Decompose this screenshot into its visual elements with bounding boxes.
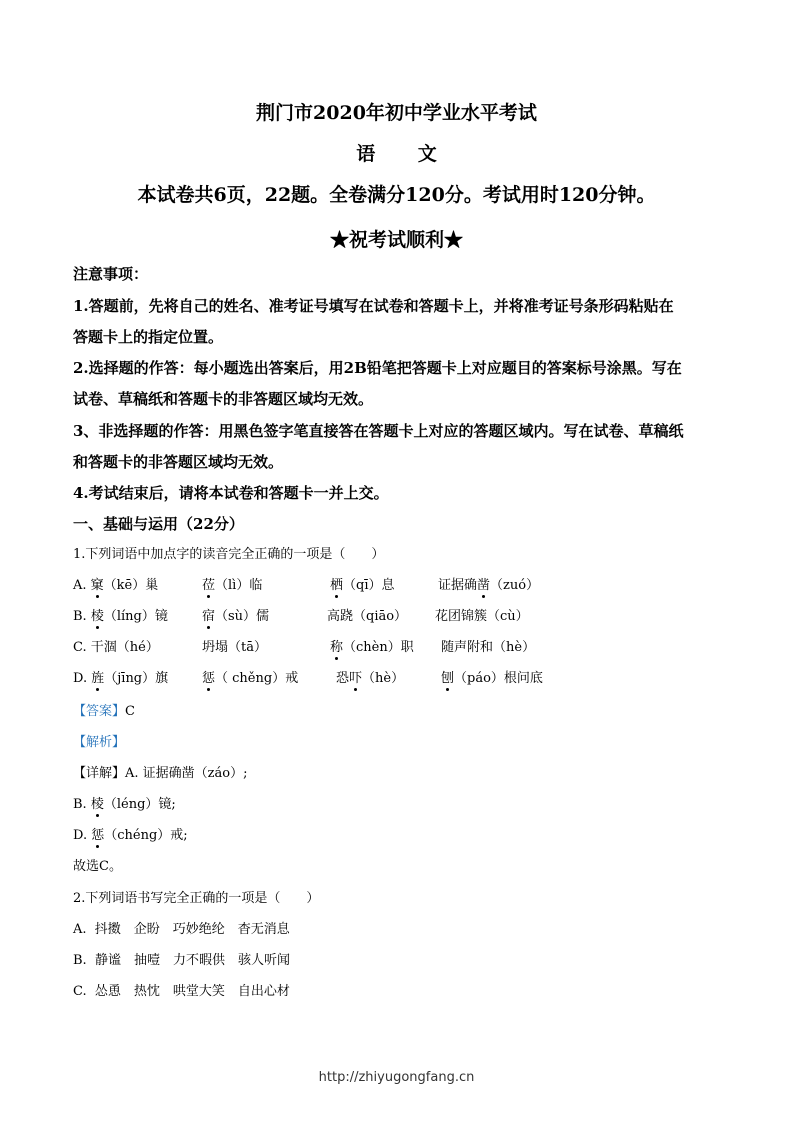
q1-option-c-word-4: 随声附和（hè）	[441, 640, 536, 655]
dotted-char: 棱	[90, 609, 104, 624]
q1-option-a-word-4	[438, 577, 539, 595]
q1-option-c: C. 干涸（hé）	[73, 640, 159, 655]
option-text: （ chěng）戒	[215, 671, 299, 686]
q1-option-b-word-4: 花团锦簇（cù）	[435, 609, 529, 624]
footer-url: http://zhiyugongfang.cn	[318, 1070, 475, 1085]
notice-item-1-line-2: 答题卡上的指定位置。	[73, 328, 224, 346]
q1-option-b-word-2	[202, 608, 269, 626]
option-text: （jīng）旗	[104, 671, 169, 686]
option-text: （zuó）	[490, 578, 540, 593]
q2-option-c: C. 怂恿 热忱 哄堂大笑 自出心材	[73, 984, 290, 999]
section-heading: 一、基础与运用（22分）	[73, 515, 244, 533]
option-text: （páo）根问底	[454, 671, 543, 686]
option-text: （sù）儒	[215, 609, 270, 624]
q1-option-c-word-3	[330, 639, 414, 657]
detail-line-2	[73, 796, 733, 814]
dotted-char: 旌	[91, 671, 105, 686]
option-text: （chèn）职	[343, 640, 414, 655]
detail-text: （chéng）戒;	[104, 828, 188, 843]
option-text: （hè）	[362, 671, 405, 686]
subject-title: 语 文	[356, 143, 455, 165]
dotted-char: 凿	[477, 578, 491, 593]
detail-prefix: D.	[73, 828, 92, 843]
dotted-char: 莅	[202, 578, 216, 593]
detail-line-1	[73, 765, 733, 783]
answer-value: C	[125, 704, 135, 719]
option-letter: B.	[73, 609, 91, 624]
dotted-char: 惩	[91, 828, 105, 843]
notice-heading: 注意事项：	[73, 265, 149, 283]
q1-option-c-word-2: 坍塌（tā）	[202, 640, 267, 655]
dotted-char: 窠	[90, 578, 104, 593]
option-text: （líng）镜	[103, 609, 168, 624]
option-text: （kē）巢	[103, 578, 159, 593]
q1-option-d	[73, 670, 168, 688]
q1-option-b-word-3: 高跷（qiāo）	[327, 609, 408, 624]
dotted-char: 棱	[90, 797, 104, 812]
q1-option-a	[73, 577, 158, 595]
detail-line-3	[73, 827, 733, 845]
dotted-char: 宿	[202, 609, 216, 624]
notice-item-1-line-1: 1.答题前，先将自己的姓名、准考证号填写在试卷和答题卡上，并将准考证号条形码粘贴在	[73, 297, 674, 315]
conclusion: 故选C。	[73, 859, 122, 874]
q1-option-d-word-4	[441, 670, 543, 688]
q1-option-b	[73, 608, 168, 626]
notice-item-3-line-1: 3、非选择题的作答：用黑色签字笔直接答在答题卡上对应的答题区域内。写在试卷、草稿纸	[73, 422, 684, 440]
q1-option-a-word-3	[330, 577, 395, 595]
detail-text: （léng）镜;	[103, 797, 176, 812]
notice-item-3-line-2: 和答题卡的非答题区域均无效。	[73, 453, 284, 471]
option-text: （lì）临	[215, 578, 263, 593]
analysis-label: 【解析】	[73, 735, 126, 750]
q2-option-a: A. 抖擞 企盼 巧妙绝纶 杳无消息	[73, 922, 290, 937]
option-letter: D.	[73, 671, 92, 686]
answer-label: 【答案】	[73, 704, 126, 719]
detail-text: A. 证据确凿（záo）;	[125, 766, 248, 781]
dotted-char: 称	[330, 640, 344, 655]
detail-label: 【详解】	[73, 766, 126, 781]
dotted-char: 惩	[202, 671, 216, 686]
answer-line	[73, 703, 733, 721]
q2-option-b: B. 静谧 抽噎 力不暇供 骇人听闻	[73, 953, 290, 968]
exam-info: 本试卷共6页，22题。全卷满分120分。考试用时120分钟。	[137, 184, 656, 206]
dotted-char: 吓	[349, 671, 363, 686]
question-1-stem: 1.下列词语中加点字的读音完全正确的一项是（ ）	[73, 547, 385, 562]
notice-item-4: 4.考试结束后，请将本试卷和答题卡一并上交。	[73, 484, 389, 502]
notice-item-2-line-1: 2.选择题的作答：每小题选出答案后，用2B铅笔把答题卡上对应题目的答案标号涂黑。写在	[73, 359, 682, 377]
question-2-stem: 2.下列词语书写完全正确的一项是（ ）	[73, 891, 320, 906]
detail-prefix: B.	[73, 797, 91, 812]
option-text: 证据确	[438, 578, 478, 593]
notice-item-2-line-2: 试卷、草稿纸和答题卡的非答题区域均无效。	[73, 390, 374, 408]
option-text: （qī）息	[343, 578, 395, 593]
dotted-char: 栖	[330, 578, 344, 593]
q1-option-d-word-3	[336, 670, 404, 688]
option-text: 恐	[336, 671, 350, 686]
good-luck-text: ★祝考试顺利★	[329, 229, 463, 251]
option-letter: A.	[73, 578, 91, 593]
exam-title: 荆门市2020年初中学业水平考试	[256, 102, 537, 124]
q1-option-d-word-2	[202, 670, 298, 688]
dotted-char: 刨	[441, 671, 455, 686]
q1-option-a-word-2	[202, 577, 262, 595]
